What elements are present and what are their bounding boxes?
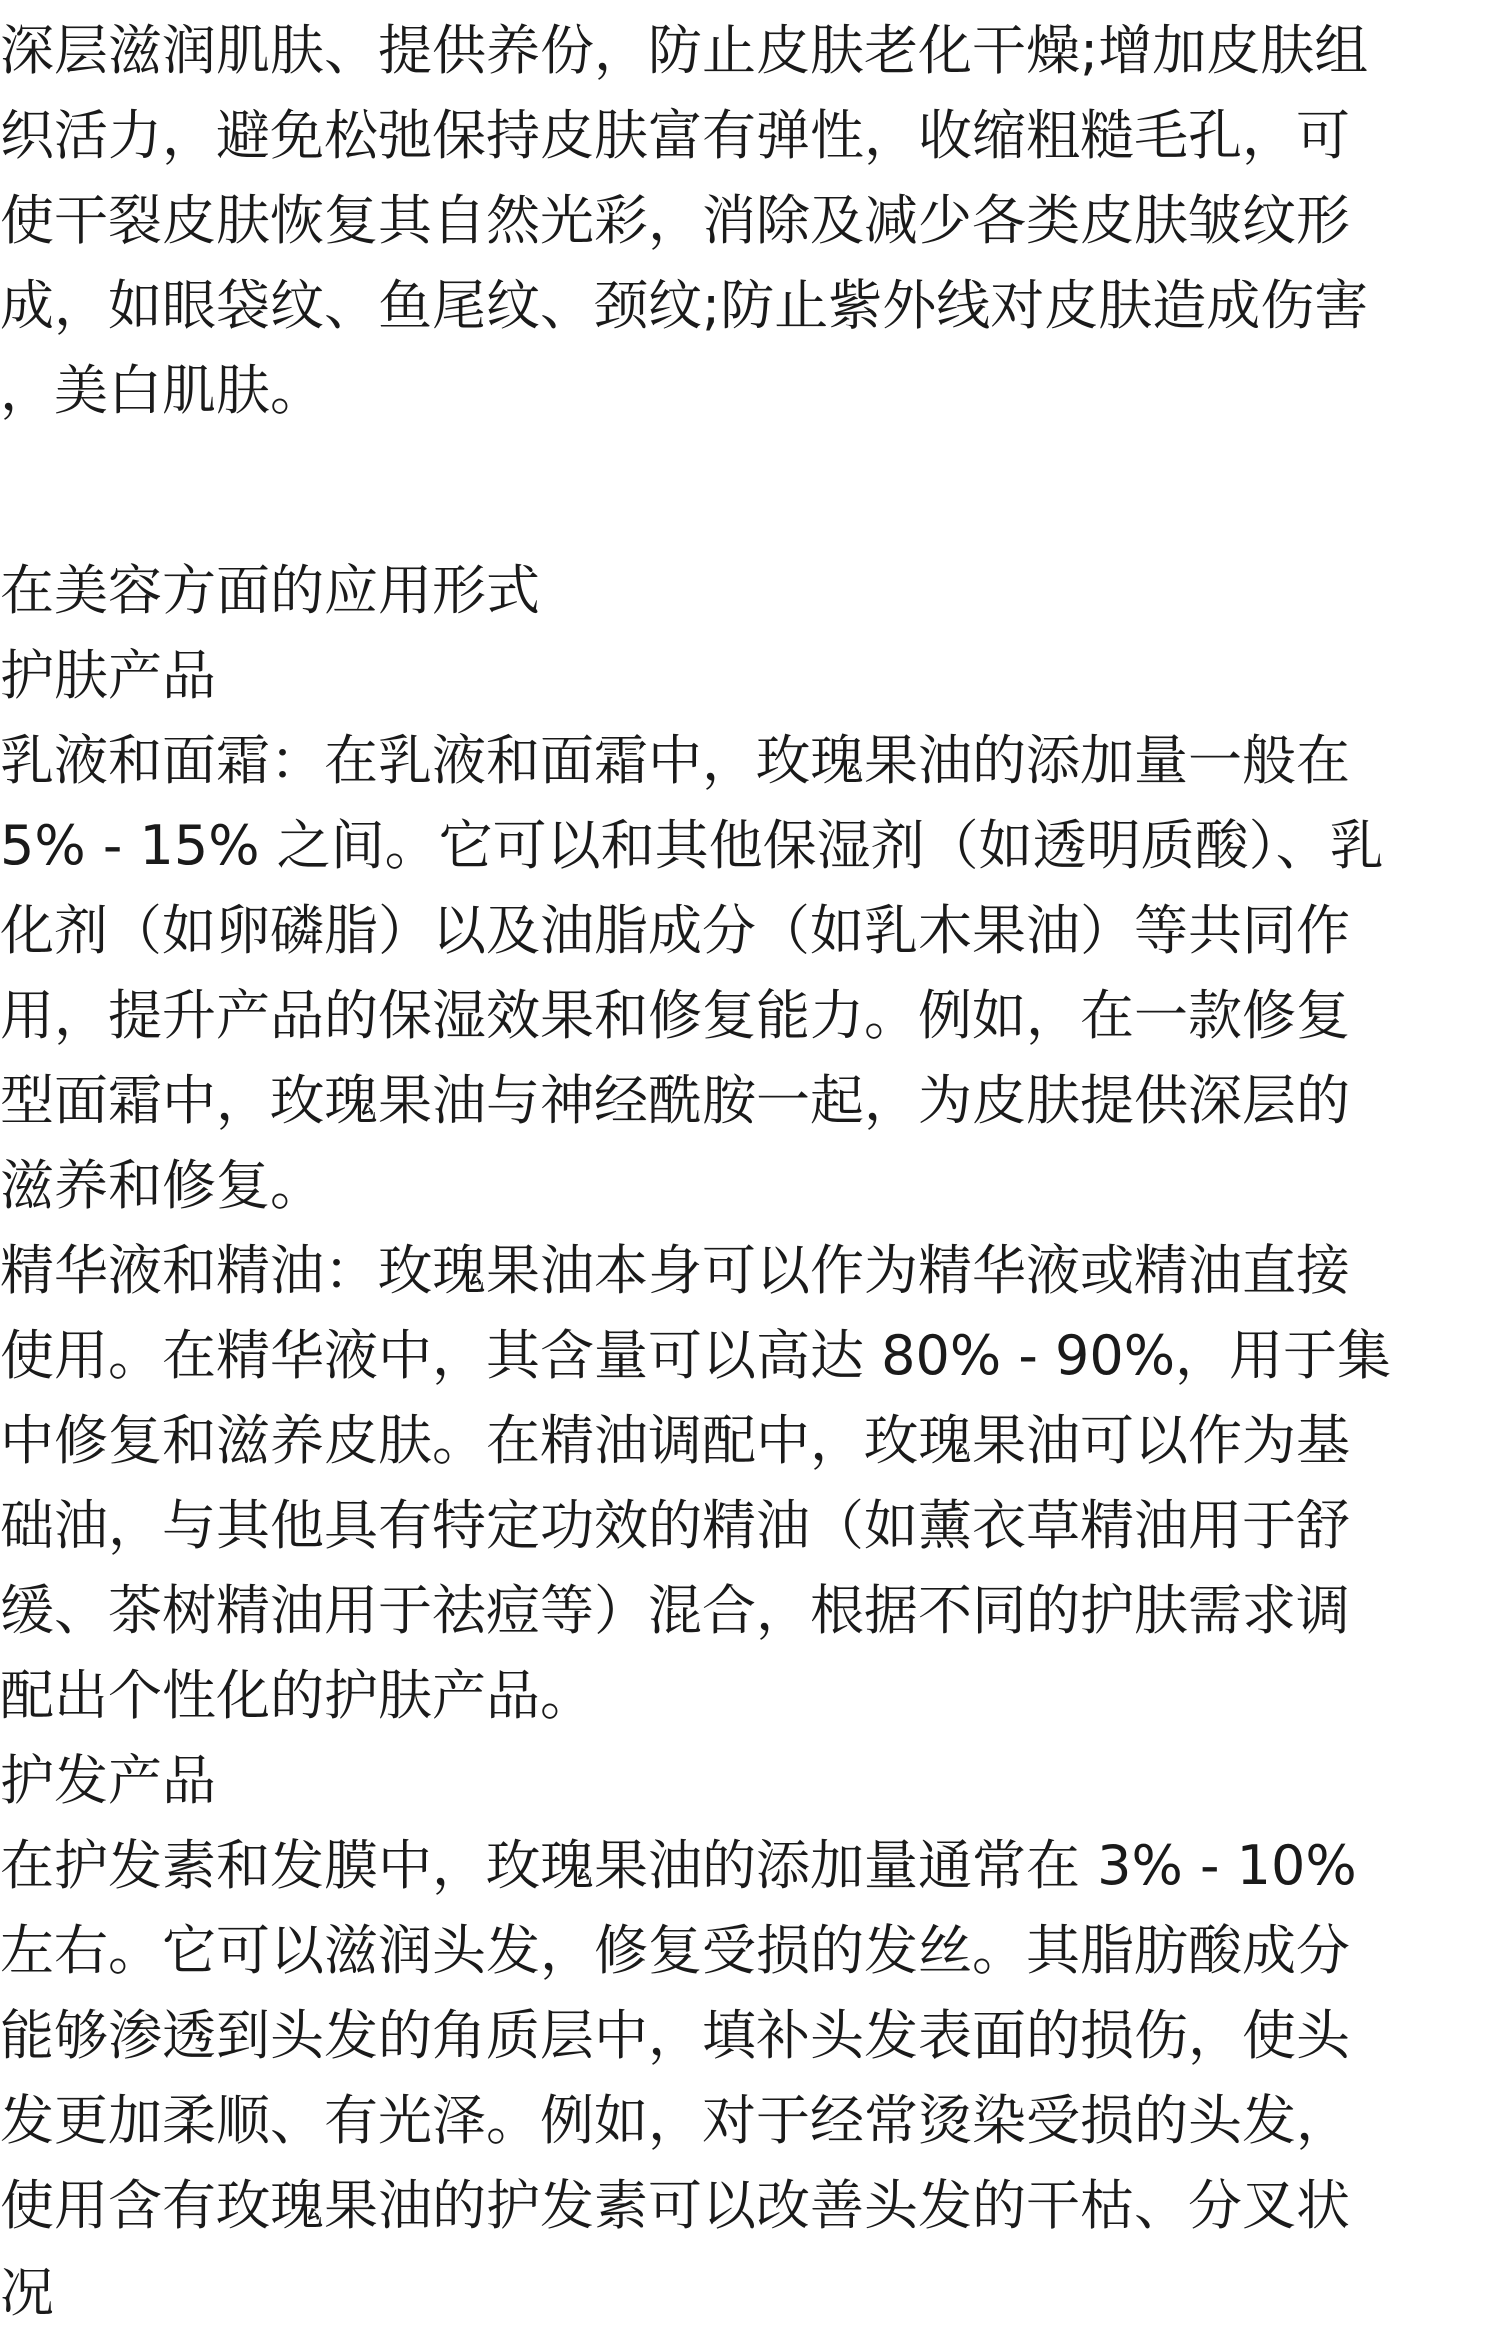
text-line: 用，提升产品的保湿效果和修复能力。例如，在一款修复 (0, 984, 1350, 1047)
text-line: 中修复和滋养皮肤。在精油调配中，玫瑰果油可以作为基 (0, 1409, 1350, 1472)
text-line: 型面霜中，玫瑰果油与神经酰胺一起，为皮肤提供深层的 (0, 1069, 1350, 1132)
text-line: 乳液和面霜：在乳液和面霜中，玫瑰果油的添加量一般在 (0, 729, 1350, 792)
text-line: 5% - 15% 之间。它可以和其他保湿剂（如透明质酸）、乳 (0, 814, 1384, 877)
text-line: 使用含有玫瑰果油的护发素可以改善头发的干枯、分叉状 (0, 2174, 1350, 2237)
text-line: 滋养和修复。 (0, 1154, 324, 1217)
text-line: 使用。在精华液中，其含量可以高达 80% - 90%，用于集 (0, 1324, 1392, 1387)
text-line: 缓、茶树精油用于祛痘等）混合，根据不同的护肤需求调 (0, 1579, 1350, 1642)
text-line: 况 (0, 2261, 54, 2324)
text-line: 织活力，避免松弛保持皮肤富有弹性，收缩粗糙毛孔，可 (0, 104, 1350, 167)
text-line: 左右。它可以滋润头发，修复受损的发丝。其脂肪酸成分 (0, 1919, 1350, 1982)
subsection-heading: 护肤产品 (0, 644, 216, 707)
text-line: 础油，与其他具有特定功效的精油（如薰衣草精油用于舒 (0, 1494, 1350, 1557)
text-line: 能够渗透到头发的角质层中，填补头发表面的损伤，使头 (0, 2004, 1350, 2067)
text-line: 在护发素和发膜中，玫瑰果油的添加量通常在 3% - 10% (0, 1834, 1357, 1897)
subsection-heading: 护发产品 (0, 1749, 216, 1812)
text-line: ，美白肌肤。 (0, 359, 324, 422)
text-line: 精华液和精油：玫瑰果油本身可以作为精华液或精油直接 (0, 1239, 1350, 1302)
text-line: 配出个性化的护肤产品。 (0, 1664, 594, 1727)
text-line: 成，如眼袋纹、鱼尾纹、颈纹;防止紫外线对皮肤造成伤害 (0, 274, 1369, 337)
text-line: 发更加柔顺、有光泽。例如，对于经常烫染受损的头发， (0, 2089, 1350, 2152)
text-line: 使干裂皮肤恢复其自然光彩，消除及减少各类皮肤皱纹形 (0, 189, 1350, 252)
text-line: 深层滋润肌肤、提供养份，防止皮肤老化干燥;增加皮肤组 (0, 19, 1369, 82)
section-heading: 在美容方面的应用形式 (0, 559, 540, 622)
text-line: 化剂（如卵磷脂）以及油脂成分（如乳木果油）等共同作 (0, 899, 1350, 962)
